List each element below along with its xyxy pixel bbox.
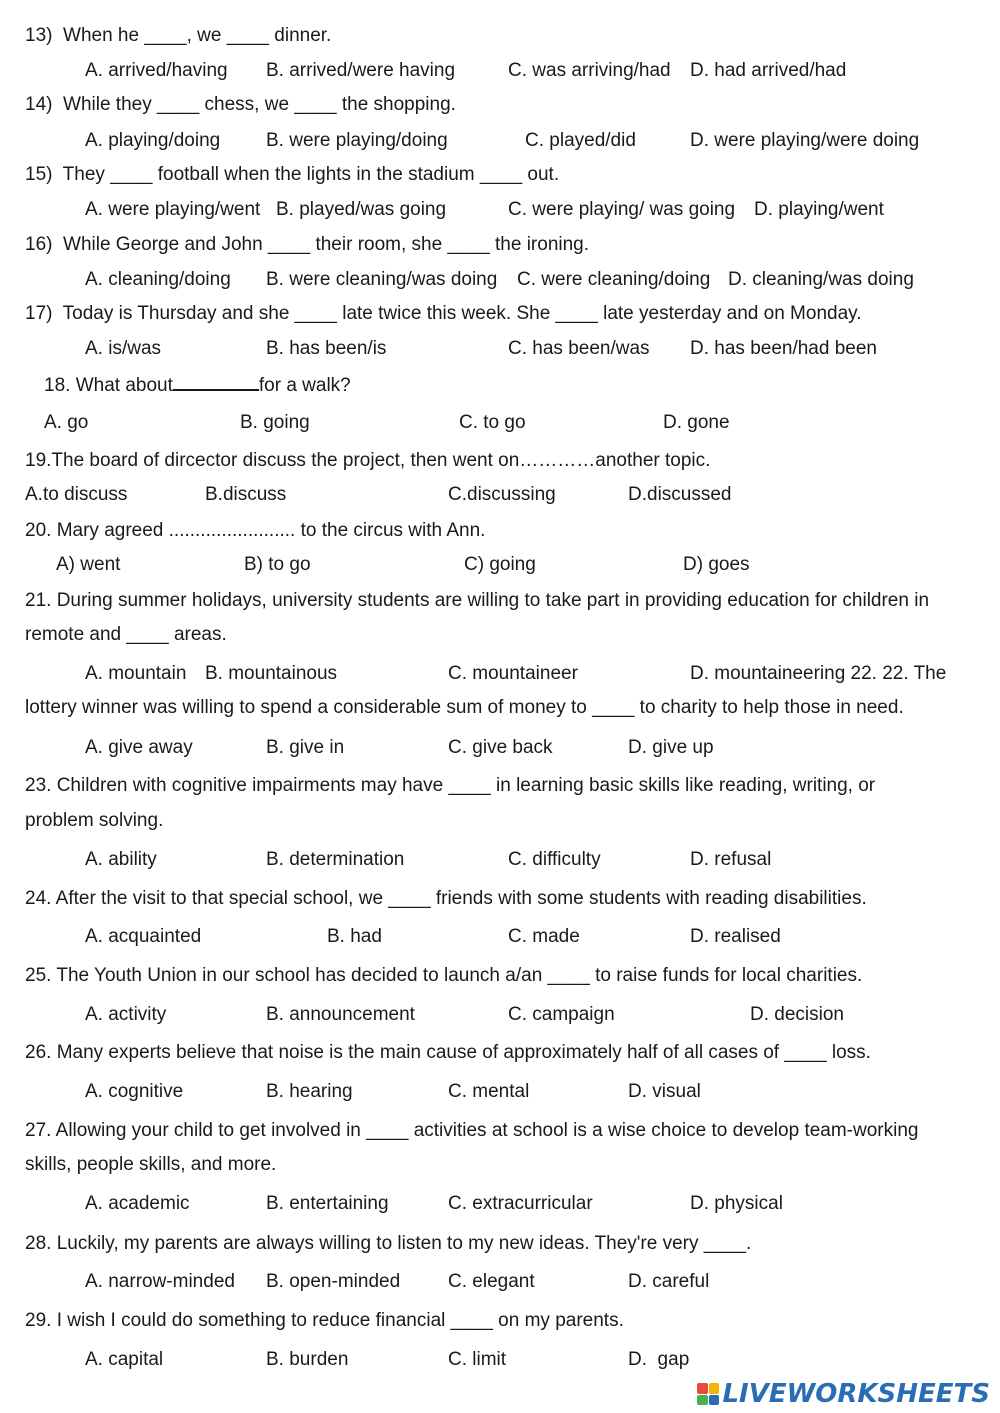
q21-option-a: A. mountain [85, 663, 187, 684]
q18-stem-before: 18. What about [44, 375, 173, 396]
q15-stem: 15) They ____ football when the lights in the stadium ____ out. [25, 164, 560, 185]
q18-option-b: B. going [240, 412, 310, 433]
q22-option-a: A. give away [85, 737, 193, 758]
q27-option-c: C. extracurricular [448, 1193, 593, 1214]
q14-option-d: D. were playing/were doing [690, 130, 920, 151]
q27-option-d: D. physical [690, 1193, 783, 1214]
q13-option-c: C. was arriving/had [508, 60, 671, 81]
q22-option-d: D. give up [628, 737, 714, 758]
q29-option-b: B. burden [266, 1349, 349, 1370]
q17-stem: 17) Today is Thursday and she ____ late twice this week. She ____ late yesterday and on Monday. [25, 303, 862, 324]
q23-option-d: D. refusal [690, 849, 772, 870]
q25-option-c: C. campaign [508, 1004, 615, 1025]
q28-option-d: D. careful [628, 1271, 710, 1292]
q13-option-a: A. arrived/having [85, 60, 228, 81]
q13-stem: 13) When he ____, we ____ dinner. [25, 25, 332, 46]
q23-stem-line-1: 23. Children with cognitive impairments may have ____ in learning basic skills like reading, writing, or [25, 775, 876, 796]
q16-stem: 16) While George and John ____ their room, she ____ the ironing. [25, 234, 590, 255]
q20-option-c: C) going [464, 554, 536, 575]
q24-option-b: B. had [327, 926, 382, 947]
q26-option-c: C. mental [448, 1081, 530, 1102]
q13-option-b: B. arrived/were having [266, 60, 456, 81]
q20-stem: 20. Mary agreed ........................ to the circus with Ann. [25, 520, 486, 541]
q27-stem-line-1: 27. Allowing your child to get involved in ____ activities at school is a wise choice to develop team-working [25, 1120, 919, 1141]
q20-option-b: B) to go [244, 554, 311, 575]
q14-stem: 14) While they ____ chess, we ____ the shopping. [25, 94, 456, 115]
q29-stem: 29. I wish I could do something to reduce financial ____ on my parents. [25, 1310, 624, 1331]
q14-option-b: B. were playing/doing [266, 130, 448, 151]
q16-option-a: A. cleaning/doing [85, 269, 231, 290]
q24-option-c: C. made [508, 926, 580, 947]
q24-stem: 24. After the visit to that special school, we ____ friends with some students with reading disabilities. [25, 888, 867, 909]
q26-option-d: D. visual [628, 1081, 701, 1102]
q17-option-d: D. has been/had been [690, 338, 877, 359]
q21-stem-line-1: 21. During summer holidays, university students are willing to take part in providing education for children in [25, 590, 930, 611]
q21-stem-line-2: remote and ____ areas. [25, 624, 227, 645]
q22-option-b: B. give in [266, 737, 345, 758]
q21-option-c: C. mountaineer [448, 663, 578, 684]
q14-option-c: C. played/did [525, 130, 636, 151]
q26-option-b: B. hearing [266, 1081, 353, 1102]
q29-option-d: D. gap [628, 1349, 690, 1370]
q27-stem-line-2: skills, people skills, and more. [25, 1154, 277, 1175]
q20-option-a: A) went [56, 554, 121, 575]
q16-option-c: C. were cleaning/doing [517, 269, 711, 290]
q22-stem: lottery winner was willing to spend a considerable sum of money to ____ to charity to help those in need. [25, 697, 904, 718]
q23-option-a: A. ability [85, 849, 157, 870]
q28-option-c: C. elegant [448, 1271, 535, 1292]
q17-option-c: C. has been/was [508, 338, 650, 359]
q23-option-b: B. determination [266, 849, 405, 870]
q24-option-d: D. realised [690, 926, 781, 947]
q21-option-b: B. mountainous [205, 663, 338, 684]
q23-stem-line-2: problem solving. [25, 810, 164, 831]
q18-option-a: A. go [44, 412, 89, 433]
q18-option-c: C. to go [459, 412, 526, 433]
q19-option-a: A.to discuss [25, 484, 128, 505]
q21-option-d: D. mountaineering 22. 22. The [690, 663, 947, 684]
q25-stem: 25. The Youth Union in our school has decided to launch a/an ____ to raise funds for local charities. [25, 965, 863, 986]
q20-option-d: D) goes [683, 554, 750, 575]
q26-stem: 26. Many experts believe that noise is the main cause of approximately half of all cases of ____ loss. [25, 1042, 871, 1063]
q17-option-b: B. has been/is [266, 338, 387, 359]
q23-option-c: C. difficulty [508, 849, 601, 870]
q27-option-b: B. entertaining [266, 1193, 389, 1214]
q29-option-c: C. limit [448, 1349, 507, 1370]
logo-text: LIVEWORKSHEETS [722, 1379, 990, 1409]
q16-option-b: B. were cleaning/was doing [266, 269, 498, 290]
q28-stem: 28. Luckily, my parents are always willing to listen to my new ideas. They're very ____. [25, 1233, 752, 1254]
q28-option-a: A. narrow-minded [85, 1271, 235, 1292]
q19-option-c: C.discussing [448, 484, 556, 505]
logo-mark-icon [697, 1383, 719, 1405]
q15-option-d: D. playing/went [754, 199, 884, 220]
answer-blank [173, 373, 259, 391]
q19-stem: 19.The board of dircector discuss the project, then went on…………another topic. [25, 450, 711, 471]
q18-stem [44, 373, 351, 397]
q18-option-d: D. gone [663, 412, 730, 433]
q27-option-a: A. academic [85, 1193, 190, 1214]
q25-option-d: D. decision [750, 1004, 844, 1025]
q25-option-a: A. activity [85, 1004, 167, 1025]
q25-option-b: B. announcement [266, 1004, 415, 1025]
q22-option-c: C. give back [448, 737, 553, 758]
q28-option-b: B. open-minded [266, 1271, 401, 1292]
q17-option-a: A. is/was [85, 338, 162, 359]
q13-option-d: D. had arrived/had [690, 60, 847, 81]
q24-option-a: A. acquainted [85, 926, 202, 947]
q26-option-a: A. cognitive [85, 1081, 184, 1102]
q15-option-a: A. were playing/went [85, 199, 261, 220]
q29-option-a: A. capital [85, 1349, 164, 1370]
q19-option-d: D.discussed [628, 484, 732, 505]
q15-option-b: B. played/was going [276, 199, 447, 220]
q18-stem-after: for a walk? [258, 375, 351, 396]
q15-option-c: C. were playing/ was going [508, 199, 736, 220]
q14-option-a: A. playing/doing [85, 130, 221, 151]
liveworksheets-logo [697, 1381, 990, 1407]
q16-option-d: D. cleaning/was doing [728, 269, 914, 290]
q19-option-b: B.discuss [205, 484, 287, 505]
